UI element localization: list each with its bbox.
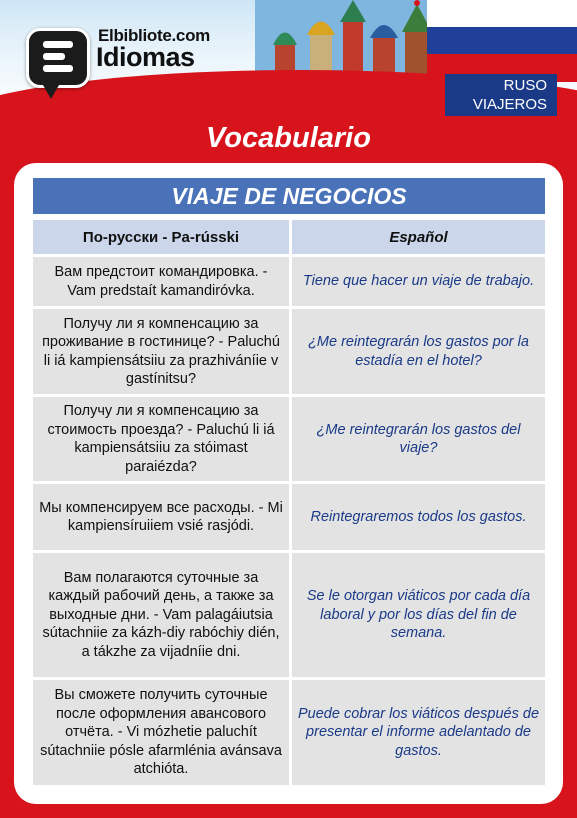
russian-phrase: Получу ли я компенсацию за проживание в гостинице? - Paluchú li iá kampiensátsiiu za prazhiváníie v gastínitsu? [33, 309, 292, 394]
spanish-translation: Se le otorgan viáticos por cada día laboral y por los días del fin de semana. [292, 553, 545, 677]
page-title: Vocabulario [206, 122, 371, 154]
russian-flag [427, 0, 577, 82]
tag-category: VIAJEROS [472, 96, 547, 113]
russian-phrase: Вы сможете получить суточные после оформления авансового отчёта. - Vi mózhetie paluchít sútachniie pósle afarmlénia avánsava atchióta. [33, 680, 292, 785]
spanish-translation: ¿Me reintegrarán los gastos del viaje? [292, 397, 545, 481]
vocabulary-table [33, 217, 545, 788]
table-header-row [33, 220, 545, 254]
russian-phrase: Мы компенсируем все расходы. - Mi kampiensíruiiem vsié rasjódi. [33, 484, 292, 550]
russian-phrase: Вам полагаются суточные за каждый рабочий день, а также за выходные дни. - Vam palagáiutsia sútachniie za kázh-diy rabóchiy dién, a tákzhe za vijadníie dni. [33, 553, 292, 677]
table-row [33, 484, 545, 550]
column-header-spanish: Español [292, 220, 545, 254]
section-title: VIAJE DE NEGOCIOS [33, 178, 545, 214]
table-row [33, 553, 545, 677]
brand-site: Elbibliote.com [98, 26, 210, 45]
spanish-translation: Puede cobrar los viáticos después de presentar el informe adelantado de gastos. [292, 680, 545, 785]
table-row [33, 309, 545, 394]
russian-phrase: Вам предстоит командировка. - Vam predstaít kamandiróvka. [33, 257, 292, 306]
spanish-translation: ¿Me reintegrarán los gastos por la estadía en el hotel? [292, 309, 545, 394]
table-row [33, 257, 545, 306]
header-banner [0, 0, 577, 118]
russian-phrase: Получу ли я компенсацию за стоимость проезда? - Paluchú li iá kampiensátsiiu za stóimast paraiézda? [33, 397, 292, 481]
brand-name: Idiomas [96, 42, 195, 72]
table-row [33, 397, 545, 481]
logo-icon [26, 28, 90, 88]
language-tag [445, 74, 557, 116]
table-row [33, 680, 545, 785]
tag-language: RUSO [503, 77, 547, 94]
column-header-russian: По-русски - Pa-rússki [33, 220, 292, 254]
spanish-translation: Tiene que hacer un viaje de trabajo. [292, 257, 545, 306]
spanish-translation: Reintegraremos todos los gastos. [292, 484, 545, 550]
